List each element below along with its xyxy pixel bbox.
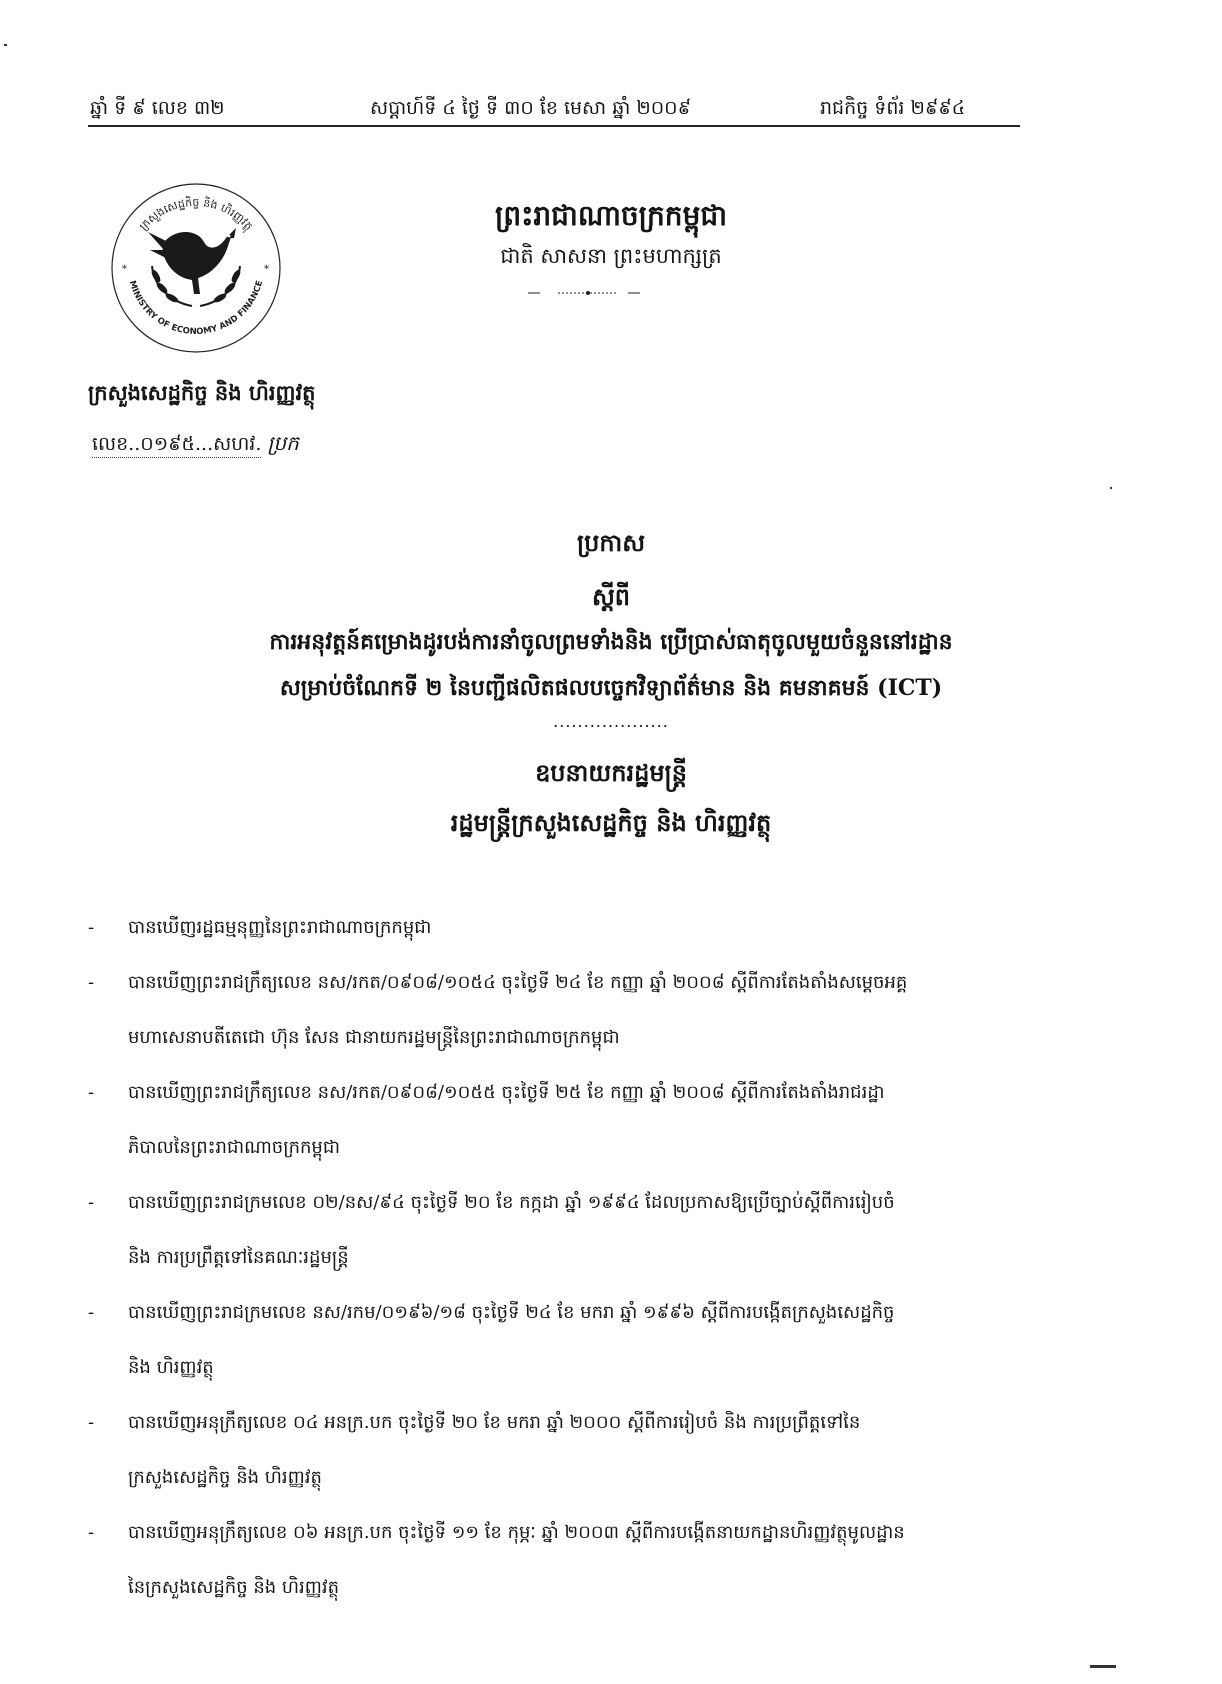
reference-signature: ប្រក <box>267 431 299 455</box>
scan-speck <box>4 44 7 46</box>
list-dash: - <box>88 1082 95 1103</box>
legal-references-list <box>88 900 1028 1615</box>
list-dash: - <box>88 1192 95 1213</box>
title-dots-divider: ................... <box>553 712 669 731</box>
svg-text:*: * <box>122 264 127 275</box>
list-item <box>88 955 1028 1065</box>
scan-speck <box>1110 487 1112 489</box>
list-dash: - <box>88 917 95 938</box>
minister-title: រដ្ឋមន្ត្រីក្រសួងសេដ្ឋកិច្ច និង ហិរញ្ញវត្ថុ <box>450 808 772 837</box>
list-dash: - <box>88 1302 95 1323</box>
scan-speck <box>1090 1665 1116 1668</box>
list-item-line: បានឃើញអនុក្រឹត្យលេខ ០៤ អនក្រ.បក ចុះថ្ងៃទី ២០ ខែ មករា ឆ្នាំ ២០០០ ស្តីពីការរៀបចំ និង ការប្រព្រឹត្តទៅនៃ <box>128 1412 861 1433</box>
proclamation-subject-line2: សម្រាប់ចំណែកទី ២ នៃបញ្ជីផលិតផលបច្ចេកវិទ្យាព័ត៌មាន និង គមនាគមន៍ (ICT) <box>279 675 943 701</box>
list-item-line: បានឃើញព្រះរាជក្រមលេខ នស/រកម/០១៩៦/១៨ ចុះថ្ងៃទី ២៤ ខែ មករា ឆ្នាំ ១៩៩៦ ស្តីពីការបង្កើតក្រសួងសេដ្ឋកិច្ច <box>128 1302 895 1323</box>
proclamation-subject-line1: ការអនុវត្តន៍គម្រោងដូរបង់ការនាំចូលព្រមទាំងនិង ប្រើប្រាស់ធាតុចូលមួយចំនួននៅរដ្ឋាន <box>269 629 953 655</box>
list-item-line: បានឃើញព្រះរាជក្រឹត្យលេខ នស/រកត/០៩០៨/១០៥៥ ចុះថ្ងៃទី ២៥ ខែ កញ្ញា ឆ្នាំ ២០០៨ ស្តីពីការតែងតាំងរាជរដ្ឋា <box>128 1082 885 1103</box>
national-motto: ជាតិ សាសនា ព្រះមហាក្សត្រ <box>500 244 722 268</box>
ministry-name: ក្រសួងសេដ្ឋកិច្ច និង ហិរញ្ញវត្ថុ <box>88 380 316 405</box>
gazette-issue: ឆ្នាំ ទី ៩ លេខ ៣២ <box>90 97 225 119</box>
proclamation-heading: ប្រកាស <box>576 528 646 557</box>
list-item <box>88 900 1028 955</box>
list-item-line: និង ការប្រព្រឹត្តទៅនៃគណៈរដ្ឋមន្ត្រី <box>128 1247 349 1268</box>
seal-text-top: ក្រសួងសេដ្ឋកិច្ច និង ហិរញ្ញវត្ថុ <box>136 195 256 233</box>
list-item-line: បានឃើញព្រះរាជក្រឹត្យលេខ នស/រកត/០៩០៨/១០៥៤ ចុះថ្ងៃទី ២៤ ខែ កញ្ញា ឆ្នាំ ២០០៨ ស្តីពីការតែងតាំងសម្តេចអគ្គ <box>128 972 908 993</box>
list-dash: - <box>88 1412 95 1433</box>
list-item-line: នៃក្រសួងសេដ្ឋកិច្ច និង ហិរញ្ញវត្ថុ <box>128 1577 340 1598</box>
list-dash: - <box>88 972 95 993</box>
list-item-line: បានឃើញអនុក្រឹត្យលេខ ០៦ អនក្រ.បក ចុះថ្ងៃទី ១១ ខែ កុម្ភៈ ឆ្នាំ ២០០៣ ស្តីពីការបង្កើតនាយកដ្ឋានហិរញ្ញវត្ថុមូលដ្ឋាន <box>128 1522 905 1543</box>
list-item-line: មហាសេនាបតីតេជោ ហ៊ុន សែន ជានាយករដ្ឋមន្ត្រីនៃព្រះរាជាណាចក្រកម្ពុជា <box>128 1027 620 1048</box>
reference-number <box>92 430 299 460</box>
seal-text-bottom: MINISTRY OF ECONOMY AND FINANCE <box>126 279 266 338</box>
ornament-divider-icon <box>528 288 648 298</box>
list-item-line: ភិបាលនៃព្រះរាជាណាចក្រកម្ពុជា <box>128 1137 340 1158</box>
list-item-line: ក្រសួងសេដ្ឋកិច្ច និង ហិរញ្ញវត្ថុ <box>128 1467 322 1488</box>
list-dash: - <box>88 1522 95 1543</box>
reference-text: លេខ..០១៩៥...សហវ. <box>92 433 261 458</box>
deputy-prime-minister: ឧបនាយករដ្ឋមន្ត្រី <box>535 758 687 787</box>
list-item <box>88 1065 1028 1175</box>
list-item <box>88 1395 1028 1505</box>
proclamation-on: ស្តីពី <box>591 582 631 611</box>
svg-text:*: * <box>264 264 269 275</box>
gazette-page: រាជកិច្ច ទំព័រ ២៩៩៤ <box>820 97 966 119</box>
list-item <box>88 1175 1028 1285</box>
list-item-line: បានឃើញព្រះរាជក្រមលេខ ០២/នស/៩៤ ចុះថ្ងៃទី ២០ ខែ កក្កដា ឆ្នាំ ១៩៩៤ ដែលប្រកាសឱ្យប្រើច្បាប់ស្តីពីការរៀបចំ <box>128 1192 895 1213</box>
gazette-date: សប្តាហ៍ទី ៤ ថ្ងៃ ទី ៣០ ខែ មេសា ឆ្នាំ ២០០៩ <box>370 97 692 119</box>
kingdom-title: ព្រះរាជាណាចក្រកម្ពុជា <box>494 199 727 232</box>
list-item-line: បានឃើញរដ្ឋធម្មនុញ្ញនៃព្រះរាជាណាចក្រកម្ពុជា <box>128 917 432 938</box>
list-item <box>88 1505 1028 1615</box>
list-item-line: និង ហិរញ្ញវត្ថុ <box>128 1357 214 1378</box>
header-divider <box>88 125 1020 127</box>
list-item <box>88 1285 1028 1395</box>
